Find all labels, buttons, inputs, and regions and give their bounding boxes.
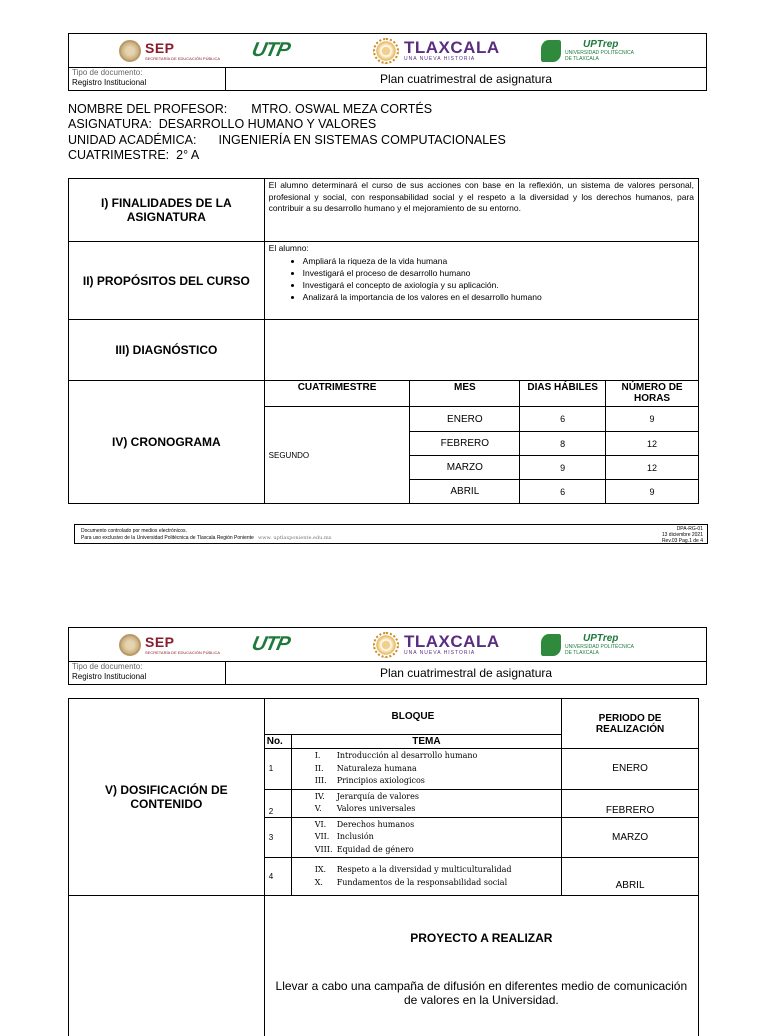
uptrep-leaf-icon xyxy=(541,40,561,62)
table-row: FEBRERO 8 12 xyxy=(69,432,699,456)
finalidades-row xyxy=(69,179,699,242)
sep-seal-icon xyxy=(119,40,141,62)
bloque-header: BLOQUE xyxy=(264,699,561,735)
doc-type: Tipo de documento: Registro Institucional xyxy=(69,68,226,90)
diagnostico-title: III) DIAGNÓSTICO xyxy=(69,320,265,381)
list-item: • Investigará el proceso de desarrollo humano xyxy=(303,267,694,279)
info-unidad: UNIDAD ACADÉMICA: INGENIERÍA EN SISTEMAS COMPUTACIONALES xyxy=(68,133,506,147)
topic-cell: I. Introducción al desarrollo humano II. Naturaleza humana III. Principios axiologicos xyxy=(291,749,561,790)
table-row: 3 VI. Derechos humanos VII. Inclusión VIII. Equidad de género MARZO xyxy=(69,817,699,858)
info-cuatrimestre: CUATRIMESTRE: 2° A xyxy=(68,148,200,162)
col-horas: NÚMERO DE HORAS xyxy=(606,381,699,407)
list-item: • Ampliará la riqueza de la vida humana xyxy=(303,255,694,267)
topic-cell: IX. Respeto a la diversidad y multiculturalidad X. Fundamentos de la responsabilidad social xyxy=(291,858,561,896)
dosificacion-header-row xyxy=(69,699,699,735)
doc-title: Plan cuatrimestral de asignatura xyxy=(379,72,553,86)
diagnostico-cell xyxy=(264,320,698,381)
periodo-header: PERIODO DE REALIZACIÓN xyxy=(562,699,699,749)
proyecto-row xyxy=(69,896,699,1036)
col-cuatrimestre: CUATRIMESTRE xyxy=(264,381,410,407)
uptrep-logo: UPTrep UNIVERSIDAD POLITÉCNICA DE TLAXCALA xyxy=(541,34,634,67)
propositos-cell: El alumno: • Ampliará la riqueza de la vida humana • Investigará el proceso de desarrollo humano • Investigará el concepto de axiología y su aplicación. • Analizará la importancia de los valores en el desarrollo humano xyxy=(264,242,698,320)
propositos-title: II) PROPÓSITOS DEL CURSO xyxy=(69,242,265,320)
page-footer: Documento controlado por medios electrónicos. Para uso exclusivo de la Universidad Politécnica de Tlaxcala Región Poniente www. uptlaxponiente.edu.mx DPA-RG-01 13 diciembre 2021 Rev.03 Pag.1 de 4 xyxy=(74,524,708,544)
finalidades-title: I) FINALIDADES DE LA ASIGNATURA xyxy=(69,179,265,242)
propositos-row xyxy=(69,242,699,320)
proyecto-title: PROYECTO A REALIZAR xyxy=(410,931,553,945)
plan-table xyxy=(68,178,699,504)
cuatrimestre-value: SEGUNDO xyxy=(264,407,410,504)
propositos-list xyxy=(269,255,694,303)
logo-bar xyxy=(69,628,706,662)
table-row: ABRIL 6 9 xyxy=(69,480,699,504)
table-row: SEGUNDO ENERO 6 9 xyxy=(69,407,699,432)
list-item: • Analizará la importancia de los valores en el desarrollo humano xyxy=(303,291,694,303)
meta-row xyxy=(69,662,706,684)
doc-type: Tipo de documento: Registro Institucional xyxy=(69,662,226,684)
topic-cell: IV. Jerarquía de valores V. Valores universales xyxy=(291,789,561,817)
document-header-page2 xyxy=(68,627,707,685)
tema-header: TEMA xyxy=(291,735,561,749)
no-header: No. xyxy=(264,735,291,749)
proyecto-cell xyxy=(264,896,698,1036)
dosificacion-table xyxy=(68,698,699,1036)
uptrep-logo: UPTrep UNIVERSIDAD POLITÉCNICA DE TLAXCALA xyxy=(541,628,634,661)
list-item: • Investigará el concepto de axiología y su aplicación. xyxy=(303,279,694,291)
finalidades-text: El alumno determinará el curso de sus acciones con base en la reflexión, un sistema de valores personal, profesional y social, con responsabilidad social y el respeto a la diversidad y los derechos humanos, para contribuir a su desarrollo humano y el mejoramiento de su entorno. xyxy=(264,179,698,242)
col-dias: DIAS HÁBILES xyxy=(520,381,606,407)
footer-code: DPA-RG-01 13 diciembre 2021 Rev.03 Pag.1 de 4 xyxy=(661,526,703,544)
sep-logo: SEP SECRETARÍA DE EDUCACIÓN PÚBLICA xyxy=(119,34,220,67)
cronograma-title: IV) CRONOGRAMA xyxy=(69,381,265,504)
dosificacion-title: V) DOSIFICACIÓN DE CONTENIDO xyxy=(69,699,265,896)
proyecto-text: Llevar a cabo una campaña de difusión en diferentes medio de comunicación de valores en la Universidad. xyxy=(275,979,688,1007)
sep-logo: SEP SECRETARÍA DE EDUCACIÓN PÚBLICA xyxy=(119,628,220,661)
diagnostico-row xyxy=(69,320,699,381)
logo-bar xyxy=(69,34,706,68)
meta-row xyxy=(69,68,706,90)
table-row: 4 IX. Respeto a la diversidad y multiculturalidad X. Fundamentos de la responsabilidad social ABRIL xyxy=(69,858,699,896)
tlaxcala-flower-icon xyxy=(373,38,399,64)
uptrep-leaf-icon xyxy=(541,634,561,656)
table-row: MARZO 9 12 xyxy=(69,456,699,480)
table-row: 2 IV. Jerarquía de valores V. Valores universales FEBRERO xyxy=(69,789,699,817)
cronograma-header-row xyxy=(69,381,699,407)
info-profesor: NOMBRE DEL PROFESOR: MTRO. OSWAL MEZA CORTÉS xyxy=(68,102,433,116)
doc-title: Plan cuatrimestral de asignatura xyxy=(379,666,553,680)
info-asignatura: ASIGNATURA: DESARROLLO HUMANO Y VALORES xyxy=(68,117,377,131)
tlaxcala-flower-icon xyxy=(373,632,399,658)
tlaxcala-logo: TLAXCALA UNA NUEVA HISTORIA xyxy=(373,628,500,661)
footer-line2: Para uso exclusivo de la Universidad Politécnica de Tlaxcala Región Poniente www. uptlaxponiente.edu.mx xyxy=(81,535,332,541)
table-row: 1 I. Introducción al desarrollo humano II. Naturaleza humana III. Principios axiologicos ENERO xyxy=(69,749,699,790)
sep-seal-icon xyxy=(119,634,141,656)
utp-logo: UTP xyxy=(249,633,292,655)
topic-cell: VI. Derechos humanos VII. Inclusión VIII. Equidad de género xyxy=(291,817,561,858)
tlaxcala-logo: TLAXCALA UNA NUEVA HISTORIA xyxy=(373,34,500,67)
col-mes: MES xyxy=(410,381,520,407)
utp-logo: UTP xyxy=(249,39,292,61)
document-header xyxy=(68,33,707,91)
